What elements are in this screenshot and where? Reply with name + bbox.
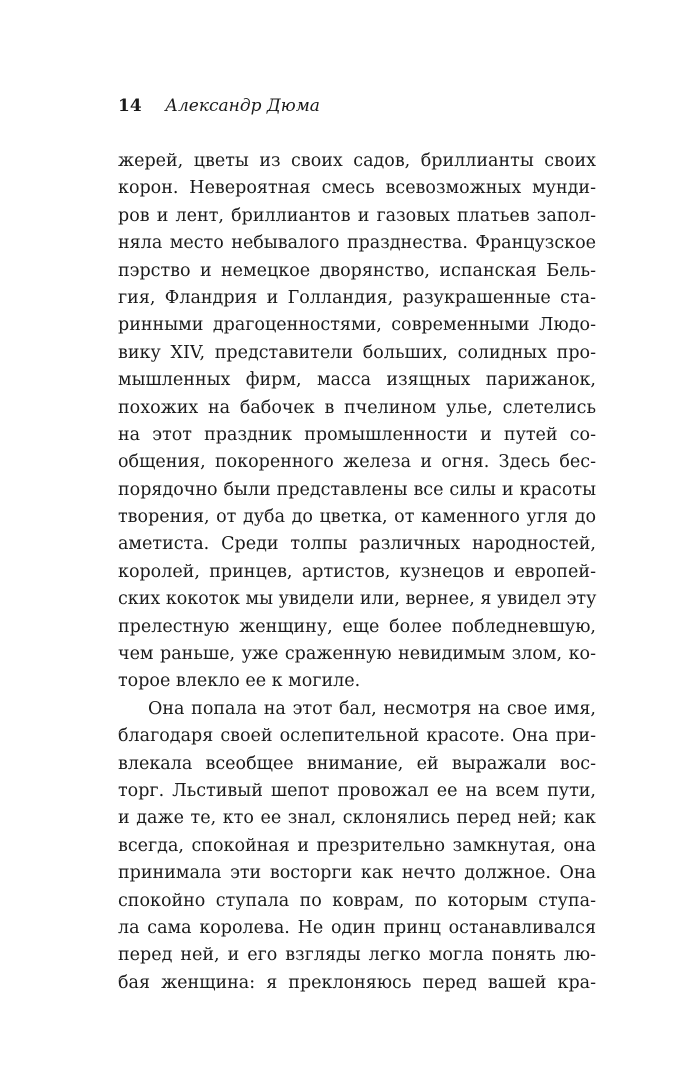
- text-line: спокойно ступала по коврам, по которым ступа-: [118, 890, 596, 911]
- text-line: принимала эти восторги как нечто должное. Она: [118, 863, 596, 884]
- page-number: 14: [118, 96, 142, 116]
- text-line: чем раньше, уже сраженную невидимым злом, ко-: [118, 644, 596, 665]
- text-line: прелестную женщину, еще более побледневшую,: [118, 616, 596, 637]
- text-line: няла место небывалого празднества. Французское: [118, 233, 596, 254]
- book-page: [118, 95, 596, 997]
- text-line: похожих на бабочек в пчелином улье, слетелись: [118, 397, 596, 418]
- text-line: ла сама королева. Не один принц останавливался: [118, 917, 596, 938]
- paragraph: [118, 696, 596, 997]
- text-line: вику XIV, представители больших, солидных про-: [118, 342, 596, 363]
- text-line: порядочно были представлены все силы и красоты: [118, 479, 596, 500]
- text-line: мышленных фирм, масса изящных парижанок,: [118, 370, 596, 391]
- text-line: торг. Льстивый шепот провожал ее на всем пути,: [118, 780, 596, 801]
- text-line: аметиста. Среди толпы различных народностей,: [118, 534, 596, 555]
- text-line: влекала всеобщее внимание, ей выражали вос-: [118, 753, 596, 774]
- running-header-author: Александр Дюма: [165, 96, 320, 116]
- text-line: перед ней, и его взгляды легко могла понять лю-: [118, 945, 596, 966]
- text-line: торое влекло ее к могиле.: [118, 671, 361, 692]
- body-text: [118, 148, 596, 997]
- text-line: ских кокоток мы увидели или, вернее, я увидел эту: [118, 589, 597, 610]
- text-line: пэрство и немецкое дворянство, испанская Бель-: [118, 260, 596, 281]
- paragraph: [118, 148, 596, 696]
- text-line: и даже те, кто ее знал, склонялись перед ней; как: [118, 808, 596, 829]
- text-line: творения, от дуба до цветка, от каменного угля до: [118, 507, 596, 528]
- text-line: жерей, цветы из своих садов, бриллианты своих: [118, 151, 596, 171]
- running-header: [118, 95, 596, 117]
- text-line: всегда, спокойная и презрительно замкнутая, она: [118, 835, 596, 856]
- text-line: на этот праздник промышленности и путей со-: [118, 424, 596, 445]
- text-line: благодаря своей ослепительной красоте. Она при-: [118, 726, 596, 747]
- text-line: гия, Фландрия и Голландия, разукрашенные ста-: [118, 287, 596, 308]
- text-line: бая женщина: я преклоняюсь перед вашей кра-: [118, 972, 596, 993]
- text-line: ринными драгоценностями, современными Людо-: [118, 315, 596, 336]
- text-line: корон. Невероятная смесь всевозможных мунди-: [118, 178, 596, 199]
- text-line: общения, покоренного железа и огня. Здесь бес-: [118, 452, 596, 473]
- text-line: Она попала на этот бал, несмотря на свое имя,: [148, 698, 596, 719]
- text-line: королей, принцев, артистов, кузнецов и европей-: [118, 561, 596, 582]
- text-line: ров и лент, бриллиантов и газовых платьев запол-: [118, 205, 596, 226]
